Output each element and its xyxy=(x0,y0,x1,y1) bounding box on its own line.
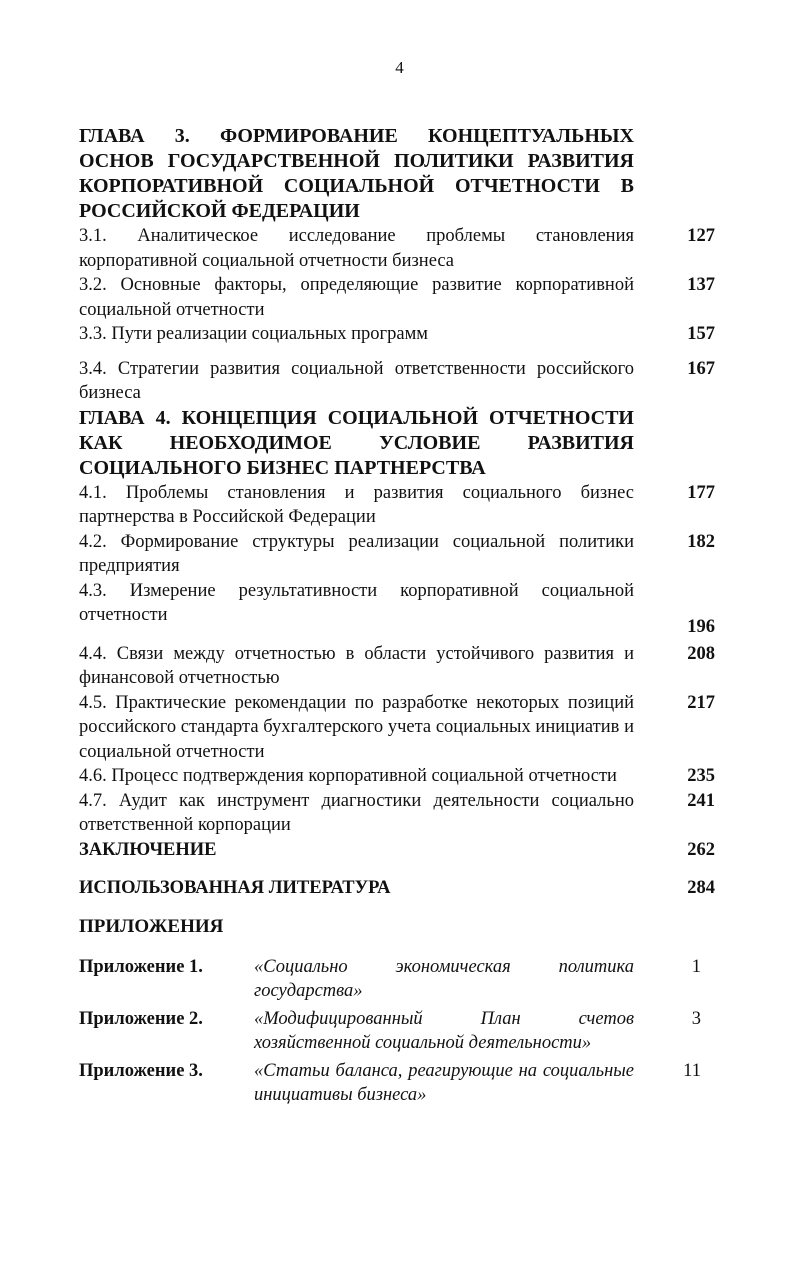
toc-entry-title: 4.1. Проблемы становления и развития социального бизнес партнерства в Российской Федерации xyxy=(79,482,634,527)
toc-entry-page: 177 xyxy=(687,482,715,503)
appendix-title: «Модифицированный План счетов хозяйственной социальной деятельности» xyxy=(254,1008,634,1053)
toc-entry-4-7[interactable] xyxy=(79,789,715,838)
toc-entry-title: 4.5. Практические рекомендации по разработке некоторых позиций российского стандарта бухгалтерского учета социальных инициатив и социальной отчетности xyxy=(79,692,634,762)
toc-entry-page: 284 xyxy=(687,878,715,898)
toc-entry-4-6[interactable] xyxy=(79,764,715,789)
appendix-page: 3 xyxy=(691,1008,701,1029)
table-of-contents xyxy=(79,124,715,1107)
toc-entry-title: ЗАКЛЮЧЕНИЕ xyxy=(79,839,217,860)
appendix-item-3[interactable] xyxy=(79,1059,715,1107)
toc-entry-4-1[interactable] xyxy=(79,481,715,530)
appendix-label: Приложение 3. xyxy=(79,1060,203,1081)
page-number: 4 xyxy=(395,58,404,77)
toc-entry-title: 4.7. Аудит как инструмент диагностики деятельности социально ответственной корпорации xyxy=(79,790,634,835)
toc-entry-4-4[interactable] xyxy=(79,642,715,691)
appendix-label: Приложение 2. xyxy=(79,1008,203,1029)
toc-entry-4-3[interactable] xyxy=(79,579,715,637)
appendix-title: «Социально экономическая политика государства» xyxy=(254,956,634,1001)
toc-entry-page: 196 xyxy=(687,616,715,637)
toc-entry-page: 262 xyxy=(687,839,715,860)
toc-entry-page: 182 xyxy=(687,531,715,552)
toc-entry-title: 4.4. Связи между отчетностью в области устойчивого развития и финансовой отчетностью xyxy=(79,643,634,688)
toc-entry-4-5[interactable] xyxy=(79,691,715,765)
chapter-3-heading: ГЛАВА 3. ФОРМИРОВАНИЕ КОНЦЕПТУАЛЬНЫХ ОСНОВ ГОСУДАРСТВЕННОЙ ПОЛИТИКИ РАЗВИТИЯ КОРПОРАТИВНОЙ СОЦИАЛЬНОЙ ОТЧЕТНОСТИ В РОССИЙСКОЙ ФЕДЕРАЦИИ xyxy=(79,125,634,222)
appendix-page: 11 xyxy=(683,1060,701,1081)
toc-entry-page: 157 xyxy=(687,324,715,344)
chapter-4-heading: ГЛАВА 4. КОНЦЕПЦИЯ СОЦИАЛЬНОЙ ОТЧЕТНОСТИ КАК НЕОБХОДИМОЕ УСЛОВИЕ РАЗВИТИЯ СОЦИАЛЬНОГО БИЗНЕС ПАРТНЕРСТВА xyxy=(79,406,634,479)
toc-entry-title: 4.6. Процесс подтверждения корпоративной социальной отчетности xyxy=(79,766,617,786)
toc-entry-title: 4.2. Формирование структуры реализации социальной политики предприятия xyxy=(79,531,634,576)
toc-entry-3-3[interactable] xyxy=(79,322,715,347)
toc-entry-conclusion[interactable] xyxy=(79,838,715,863)
appendix-title: «Статьи баланса, реагирующие на социальные инициативы бизнеса» xyxy=(254,1060,634,1105)
toc-entry-3-2[interactable] xyxy=(79,273,715,322)
toc-entry-page: 241 xyxy=(687,790,715,811)
toc-entry-title: 4.3. Измерение результативности корпоративной социальной отчетности xyxy=(79,580,634,625)
toc-entry-title: 3.2. Основные факторы, определяющие развитие корпоративной социальной отчетности xyxy=(79,275,634,320)
toc-entry-page: 235 xyxy=(687,766,715,786)
toc-entry-references[interactable] xyxy=(79,876,715,901)
toc-entry-page: 137 xyxy=(687,275,715,295)
toc-entry-4-2[interactable] xyxy=(79,530,715,579)
toc-entry-title: 3.3. Пути реализации социальных программ xyxy=(79,324,429,344)
toc-entry-3-1[interactable] xyxy=(79,224,715,273)
toc-entry-title: ИСПОЛЬЗОВАННАЯ ЛИТЕРАТУРА xyxy=(79,878,391,898)
toc-entry-page: 217 xyxy=(687,692,715,713)
appendix-page: 1 xyxy=(691,956,701,977)
appendix-label: Приложение 1. xyxy=(79,956,203,977)
appendices-heading: ПРИЛОЖЕНИЯ xyxy=(79,915,224,937)
toc-entry-page: 127 xyxy=(687,226,715,246)
toc-entry-page: 208 xyxy=(687,643,715,664)
toc-entry-title: 3.1. Аналитическое исследование проблемы становления корпоративной социальной отчетности бизнеса xyxy=(79,226,634,271)
appendix-item-1[interactable] xyxy=(79,955,715,1003)
toc-entry-title: 3.4. Стратегии развития социальной ответственности российского бизнеса xyxy=(79,358,634,403)
toc-entry-page: 167 xyxy=(687,358,715,379)
appendix-item-2[interactable] xyxy=(79,1007,715,1055)
toc-entry-3-4[interactable] xyxy=(79,357,715,406)
